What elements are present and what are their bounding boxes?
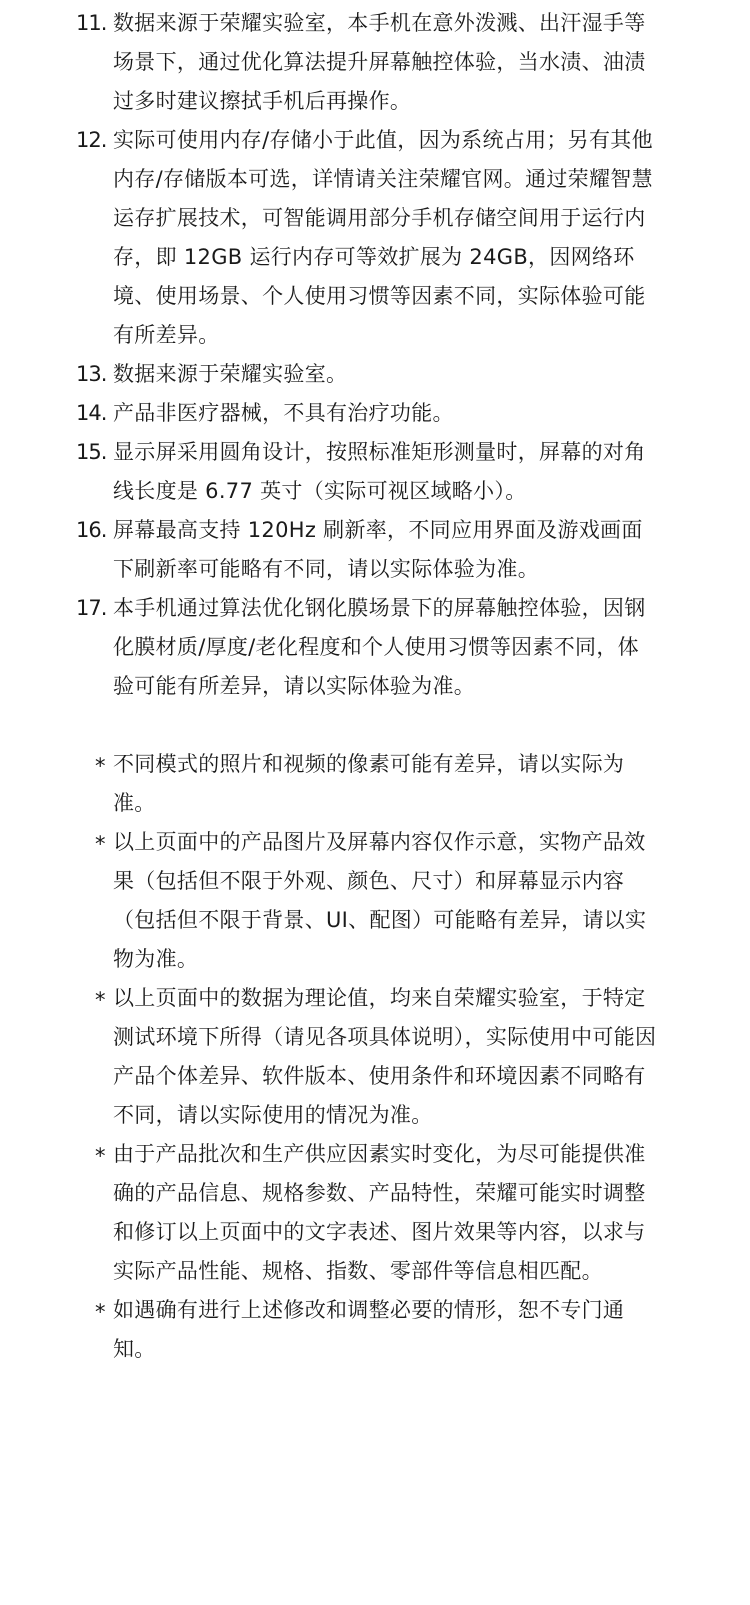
footnote-number: 16.: [76, 518, 107, 542]
footnote-number: 14.: [76, 401, 107, 425]
footnote-text: 显示屏采用圆角设计，按照标准矩形测量时，屏幕的对角线长度是 6.77 英寸（实际可视区域略小）。: [113, 440, 646, 503]
footnote-15: [0, 433, 750, 511]
note-realtime-changes: [0, 1135, 750, 1291]
note-theoretical-values: [0, 979, 750, 1135]
footnote-number: 15.: [76, 440, 107, 464]
footnote-text: 产品非医疗器械，不具有治疗功能。: [113, 401, 454, 425]
asterisk-notes: [0, 745, 750, 1369]
footnote-text: 本手机通过算法优化钢化膜场景下的屏幕触控体验，因钢化膜材质/厚度/老化程度和个人使用习惯等因素不同，体验可能有所差异，请以实际体验为准。: [113, 596, 646, 698]
note-text: 以上页面中的数据为理论值，均来自荣耀实验室，于特定测试环境下所得（请见各项具体说明），实际使用中可能因产品个体差异、软件版本、使用条件和环境因素不同略有不同，请以实际使用的情况为准。: [113, 986, 657, 1127]
asterisk-marker: *: [95, 754, 106, 778]
note-images-illustrative: [0, 823, 750, 979]
footnote-17: [0, 589, 750, 706]
asterisk-marker: *: [95, 1300, 106, 1324]
note-text: 如遇确有进行上述修改和调整必要的情形，恕不专门通知。: [113, 1298, 625, 1361]
footnote-16: [0, 511, 750, 589]
note-text: 由于产品批次和生产供应因素实时变化，为尽可能提供准确的产品信息、规格参数、产品特性，荣耀可能实时调整和修订以上页面中的文字表述、图片效果等内容，以求与实际产品性能、规格、指数、零部件等信息相匹配。: [113, 1142, 646, 1283]
note-photo-pixels: [0, 745, 750, 823]
footnote-14: [0, 394, 750, 433]
footnote-number: 17.: [76, 596, 107, 620]
footnote-number: 12.: [76, 128, 107, 152]
numbered-footnotes: [0, 4, 750, 706]
note-text: 不同模式的照片和视频的像素可能有差异，请以实际为准。: [113, 752, 625, 815]
footnote-13: [0, 355, 750, 394]
footnote-11: [0, 4, 750, 121]
footnote-number: 13.: [76, 362, 107, 386]
asterisk-marker: *: [95, 988, 106, 1012]
footnote-text: 实际可使用内存/存储小于此值，因为系统占用；另有其他内存/存储版本可选，详情请关注荣耀官网。通过荣耀智慧运存扩展技术，可智能调用部分手机存储空间用于运行内存，即 12GB 运行内存可等效扩展为 24GB，因网络环境、使用场景、个人使用习惯等因素不同，实际体验可能有所差异。: [113, 128, 653, 347]
footnote-text: 数据来源于荣耀实验室，本手机在意外泼溅、出汗湿手等场景下，通过优化算法提升屏幕触控体验，当水渍、油渍过多时建议擦拭手机后再操作。: [113, 11, 646, 113]
footnote-text: 屏幕最高支持 120Hz 刷新率，不同应用界面及游戏画面下刷新率可能略有不同，请以实际体验为准。: [113, 518, 643, 581]
footnote-12: [0, 121, 750, 355]
footnote-number: 11.: [76, 11, 107, 35]
note-text: 以上页面中的产品图片及屏幕内容仅作示意，实物产品效果（包括但不限于外观、颜色、尺寸）和屏幕显示内容（包括但不限于背景、UI、配图）可能略有差异，请以实物为准。: [113, 830, 647, 971]
note-no-notice: [0, 1291, 750, 1369]
footnote-text: 数据来源于荣耀实验室。: [113, 362, 348, 386]
asterisk-marker: *: [95, 1144, 106, 1168]
asterisk-marker: *: [95, 832, 106, 856]
